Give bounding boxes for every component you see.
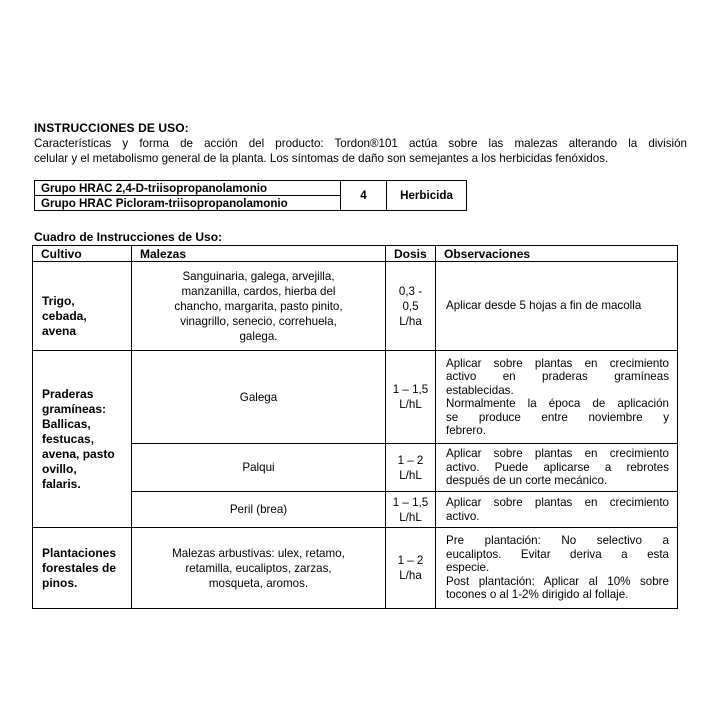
malezas-line: retamilla, eucaliptos, zarzas,: [185, 561, 332, 575]
cultivo-line: avena, pasto: [42, 446, 115, 461]
cultivo-line: cebada,: [42, 308, 87, 323]
observaciones-line: febrero.: [446, 424, 486, 437]
table-row: [33, 351, 678, 444]
observaciones-line: activo.: [446, 509, 480, 523]
observaciones-line: activo. Puede aplicarse a rebrotes: [446, 460, 669, 474]
section-title: INSTRUCCIONES DE USO:: [34, 121, 189, 135]
cultivo-line: festucas,: [42, 431, 95, 446]
cultivo-line: forestales de: [42, 560, 117, 575]
header-dosis: Dosis: [386, 246, 436, 262]
malezas-line: manzanilla, cardos, hierba del: [181, 284, 336, 298]
dosis-line: 0,3 -: [398, 284, 423, 298]
observaciones-cell: [436, 444, 678, 492]
dosis-cell: [386, 444, 436, 492]
observaciones-line: eucaliptos. Evitar deriva a esta: [446, 547, 669, 561]
instructions-table: [32, 245, 678, 609]
dosis-line: 1 – 2: [397, 554, 424, 567]
malezas-line: Malezas arbustivas: ulex, retamo,: [172, 546, 345, 560]
malezas-line: vinagrillo, senecio, correhuela,: [180, 314, 337, 328]
cultivo-line: Trigo,: [42, 293, 75, 308]
dosis-line: L/ha: [399, 569, 422, 582]
header-malezas: Malezas: [132, 246, 386, 262]
header-cultivo: Cultivo: [33, 246, 132, 262]
dosis-line: L/hL: [399, 510, 422, 524]
dosis-line: 1 – 2: [397, 453, 424, 467]
observaciones-line: Post plantación: Aplicar al 10% sobre: [446, 574, 669, 588]
intro-line: Características y forma de acción del producto: Tordon®101 actúa sobre las malezas alterando la división: [34, 137, 687, 150]
cultivo-line: pinos.: [42, 575, 78, 590]
observaciones-line: después de un corte mecánico.: [446, 474, 608, 488]
observaciones-line: Pre plantación: No selectivo a: [446, 534, 669, 548]
dosis-line: 0,5: [402, 299, 419, 313]
cultivo-line: ovillo,: [42, 461, 77, 476]
cultivo-line: Praderas: [42, 386, 94, 401]
malezas-cell: [132, 528, 386, 609]
dosis-cell: [386, 492, 436, 528]
hrac-group-number: 4: [341, 181, 387, 211]
hrac-group-row: Grupo HRAC Picloram-triisopropanolamonio: [35, 196, 341, 211]
product-type: Herbicida: [387, 181, 467, 211]
cultivo-line: gramíneas:: [42, 401, 107, 416]
table-row: [33, 262, 678, 351]
dosis-cell: [386, 262, 436, 351]
cultivo-cell: [33, 262, 132, 351]
observaciones-cell: [436, 262, 678, 351]
observaciones-cell: [436, 492, 678, 528]
malezas-cell: Peril (brea): [132, 492, 386, 528]
hrac-group-row: Grupo HRAC 2,4-D-triisopropanolamonio: [35, 181, 341, 196]
dosis-line: L/hL: [399, 468, 422, 482]
malezas-line: chancho, margarita, pasto pinito,: [174, 299, 343, 313]
observaciones-line: especie.: [446, 561, 490, 575]
header-observaciones: Observaciones: [436, 246, 678, 262]
observaciones-line: se produce entre noviembre y: [446, 410, 669, 424]
dosis-line: 1 – 1,5: [392, 495, 429, 509]
observaciones-line: Normalmente la época de aplicación: [446, 397, 669, 410]
cultivo-line: Ballicas,: [42, 416, 91, 431]
intro-line: celular y el metabolismo general de la planta. Los síntomas de daño son semejantes a los herbicidas fenóxidos.: [34, 152, 609, 165]
observaciones-line: Aplicar sobre plantas en crecimiento: [446, 356, 669, 370]
observaciones-cell: [436, 351, 678, 444]
malezas-line: galega.: [239, 329, 278, 343]
cultivo-cell: [33, 528, 132, 609]
cultivo-line: Plantaciones: [42, 545, 117, 560]
malezas-cell: [132, 262, 386, 351]
observaciones-cell: [436, 528, 678, 609]
observaciones-line: Aplicar desde 5 hojas a fin de macolla: [446, 299, 642, 313]
cultivo-line: avena: [42, 323, 77, 338]
observaciones-line: tocones o al 1-2% dirigido al follaje.: [446, 588, 629, 602]
cultivo-line: falaris.: [42, 476, 81, 491]
dosis-line: L/ha: [399, 314, 422, 328]
dosis-cell: [386, 351, 436, 444]
malezas-line: Sanguinaria, galega, arvejilla,: [182, 269, 335, 283]
dosis-cell: [386, 528, 436, 609]
table-header-row: [33, 246, 678, 262]
malezas-cell: Palqui: [132, 444, 386, 492]
hrac-group-table: [34, 180, 467, 211]
dosis-line: 1 – 1,5: [392, 383, 429, 396]
observaciones-line: Aplicar sobre plantas en crecimiento: [446, 447, 669, 461]
intro-paragraph: [34, 136, 687, 166]
malezas-cell: Galega: [132, 351, 386, 444]
malezas-line: mosqueta, aromos.: [208, 576, 309, 590]
table-row: [33, 528, 678, 609]
observaciones-line: establecidas.: [446, 383, 514, 397]
cultivo-cell: [33, 351, 132, 528]
observaciones-line: Aplicar sobre plantas en crecimiento: [446, 496, 669, 509]
observaciones-line: activo en praderas gramíneas: [446, 370, 669, 383]
table-title: Cuadro de Instrucciones de Uso:: [34, 230, 223, 244]
dosis-line: L/hL: [399, 398, 422, 411]
